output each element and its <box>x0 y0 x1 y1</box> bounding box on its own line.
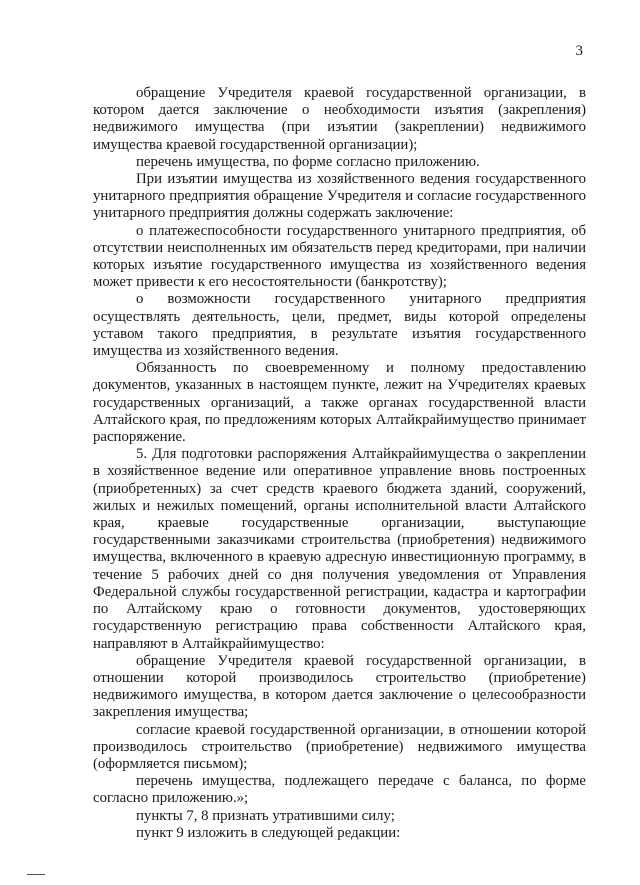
paragraph-activity-capacity: о возможности государственного унитарного предприятия осуществлять деятельность, цели, предмет, виды которой определены уставом такого предприятия, в результате изъятия государственного имущества из хозяйственного ведения. <box>93 291 586 360</box>
paragraph-solvency: о платежеспособности государственного унитарного предприятия, об отсутствии неисполненных им обязательств перед кредиторами, при наличии которых изъятие государственного имущества из хозяйственного ведения может привести к его несостоятельности (банкротству); <box>93 222 586 291</box>
paragraph-founder-appeal-construction: обращение Учредителя краевой государственной организации, в отношении которой производилось строительство (приобретение) недвижимого имущества, в котором дается заключение о целесообразности закрепления имущества; <box>93 652 586 721</box>
paragraph-founder-appeal: обращение Учредителя краевой государственной организации, в котором дается заключение о необходимости изъятия (закрепления) недвижимого имущества (при изъятии (закреплении) недвижимого имущества краевой государственной организации); <box>93 85 586 153</box>
page-number: 3 <box>575 43 583 59</box>
paragraph-items-7-8: пункты 7, 8 признать утратившими силу; <box>136 807 395 824</box>
document-body <box>93 85 586 842</box>
paragraph-withdrawal-conclusion: При изъятии имущества из хозяйственного ведения государственного унитарного предприятия обращение Учредителя и согласие государственного унитарного предприятия должны содержать заключение: <box>93 171 586 222</box>
paragraph-transfer-list: перечень имущества, подлежащего передаче с баланса, по форме согласно приложению.»; <box>93 773 586 807</box>
paragraph-item-5: 5. Для подготовки распоряжения Алтайкрайимущества о закреплении в хозяйственное ведение или оперативное управление вновь построенных (приобретенных) за счет средств краевого бюджета зданий, сооружений, жилых и нежилых помещений, органы исполнительной власти Алтайского края, краевые государственные организации, выступающие государственными заказчиками строительства (приобретения) недвижимого имущества, включенного в краевую адресную инвестиционную программу, в течение 5 рабочих дней со дня получения уведомления от Управления Федеральной службы государственной регистрации, кадастра и картографии по Алтайскому краю о готовности документов, удостоверяющих государственную регистрацию права собственности Алтайского края, направляют в Алтайкрайимущество: <box>93 446 586 652</box>
footer-mark <box>27 874 45 875</box>
paragraph-obligation: Обязанность по своевременному и полному предоставлению документов, указанных в настоящем пункте, лежит на Учредителях краевых государственных организаций, а также органах государственной власти Алтайского края, по предложениям которых Алтайкрайимущество принимает распоряжение. <box>93 360 586 446</box>
paragraph-property-list: перечень имущества, по форме согласно приложению. <box>136 153 480 170</box>
paragraph-item-9: пункт 9 изложить в следующей редакции: <box>136 824 401 841</box>
paragraph-organization-consent: согласие краевой государственной организации, в отношении которой производилось строительство (приобретение) недвижимого имущества (оформляется письмом); <box>93 721 586 772</box>
